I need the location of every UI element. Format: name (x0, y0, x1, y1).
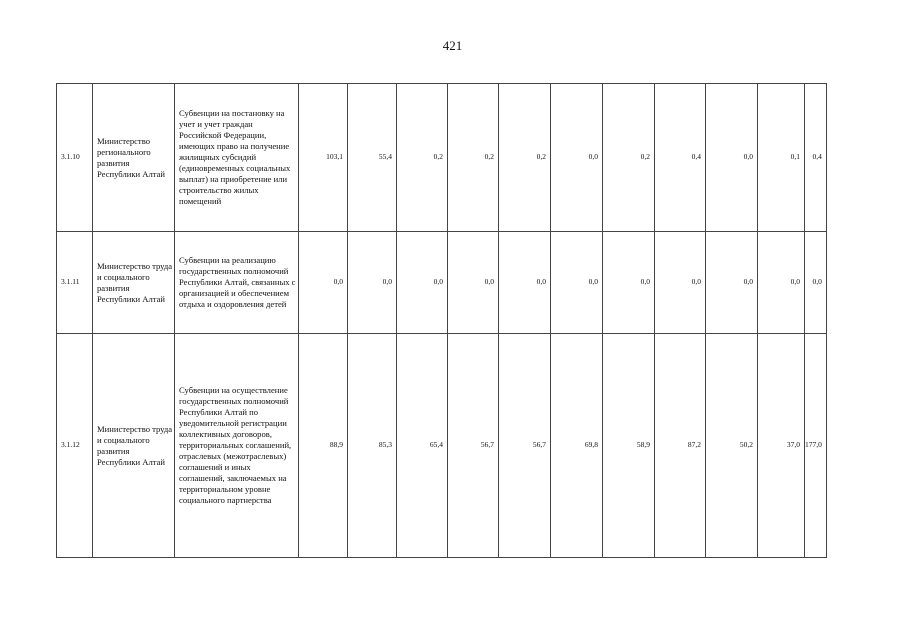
value-cell: 0,0 (397, 232, 448, 334)
value-cell: 69,8 (551, 334, 603, 558)
value-cell: 0,0 (551, 232, 603, 334)
value-cell: 0,2 (397, 84, 448, 232)
page-number: 421 (442, 38, 463, 53)
row-code: 3.1.11 (57, 232, 93, 334)
table-row (57, 334, 827, 558)
value-cell: 58,9 (603, 334, 655, 558)
value-cell: 55,4 (348, 84, 397, 232)
row-description: Субвенции на постановку на учет и учет граждан Российской Федерации, имеющих право на получение жилищных субсидий (единовременных социальных выплат) на приобретение или строительство жилых помещений (175, 84, 299, 232)
value-cell: 0,2 (603, 84, 655, 232)
row-code: 3.1.10 (57, 84, 93, 232)
value-cell: 56,7 (499, 334, 551, 558)
value-cell: 0,0 (603, 232, 655, 334)
value-cell: 0,0 (758, 232, 805, 334)
table-row (57, 232, 827, 334)
value-cell: 0,2 (448, 84, 499, 232)
table-body (57, 84, 827, 558)
row-code: 3.1.12 (57, 334, 93, 558)
value-cell: 0,0 (655, 232, 706, 334)
value-cell: 50,2 (706, 334, 758, 558)
value-cell: 0,0 (706, 84, 758, 232)
value-cell: 103,1 (299, 84, 348, 232)
value-cell: 0,0 (348, 232, 397, 334)
value-cell: 87,2 (655, 334, 706, 558)
value-cell: 0,0 (551, 84, 603, 232)
value-cell: 0,0 (299, 232, 348, 334)
value-cell: 0,0 (448, 232, 499, 334)
row-ministry: Министерство труда и социального развития Республики Алтай (93, 232, 175, 334)
value-cell: 0,2 (499, 84, 551, 232)
row-ministry: Министерство труда и социального развития Республики Алтай (93, 334, 175, 558)
row-description: Субвенции на реализацию государственных полномочий Республики Алтай, связанных с организацией и обеспечением отдыха и оздоровления детей (175, 232, 299, 334)
value-cell: 85,3 (348, 334, 397, 558)
row-ministry: Министерство регионального развития Республики Алтай (93, 84, 175, 232)
value-cell: 0,1 (758, 84, 805, 232)
value-cell: 0,4 (805, 84, 827, 232)
value-cell: 56,7 (448, 334, 499, 558)
value-cell: 0,0 (805, 232, 827, 334)
value-cell: 88,9 (299, 334, 348, 558)
value-cell: 0,0 (706, 232, 758, 334)
row-description: Субвенции на осуществление государственных полномочий Республики Алтай по уведомительной регистрации коллективных договоров, территориальных соглашений, отраслевых (межотраслевых) соглашений и иных соглашений, заключаемых на территориальном уровне социального партнерства (175, 334, 299, 558)
budget-table (56, 83, 827, 558)
value-cell: 0,4 (655, 84, 706, 232)
table-row (57, 84, 827, 232)
value-cell: 0,0 (499, 232, 551, 334)
value-cell: 65,4 (397, 334, 448, 558)
value-cell: 37,0 (758, 334, 805, 558)
value-cell: 177,0 (805, 334, 827, 558)
